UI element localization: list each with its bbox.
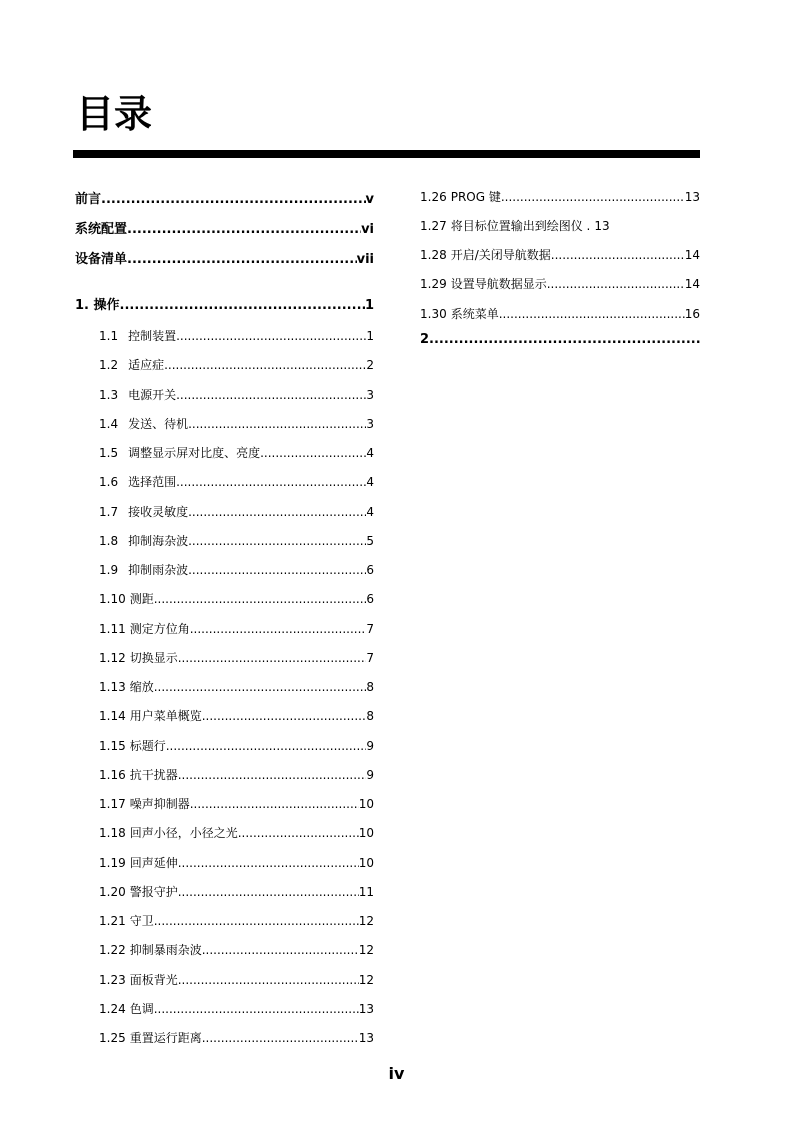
toc-entry-chapter-1[interactable]: 1. 操作 ..... 1 (75, 294, 374, 313)
toc-entry[interactable]: 1.3 电源开关 ..... 3 (99, 386, 374, 403)
toc-entry[interactable]: 1.4 发送、待机 ..... 3 (99, 415, 374, 432)
toc-entry[interactable]: 1.8 抑制海杂波 ..... 5 (99, 532, 374, 549)
toc-entry[interactable]: 1.12 切换显示 ..... 7 (99, 649, 374, 666)
toc-entry-equipment-list[interactable]: 设备清单 ..... vii (75, 248, 374, 267)
toc-entry[interactable]: 1.22 抑制暴雨杂波 ..... 12 (99, 941, 374, 958)
toc-entry-chapter-2[interactable]: 2. ..... (420, 332, 700, 347)
page-number: iv (388, 1064, 405, 1083)
toc-entry[interactable]: 1.10 测距 ..... 6 (99, 590, 374, 607)
toc-title: 目录 (76, 92, 153, 136)
toc-entry[interactable]: 1.30 系统菜单 ..... 16 (420, 305, 700, 322)
toc-entry[interactable]: 1.5 调整显示屏对比度、亮度 ..... 4 (99, 444, 374, 461)
title-rule (73, 150, 700, 158)
toc-entry[interactable]: 1.25 重置运行距离 ..... 13 (99, 1029, 374, 1046)
toc-entry[interactable]: 1.19 回声延伸 ..... 10 (99, 854, 374, 871)
toc-entry[interactable]: 1.1 控制装置 ..... 1 (99, 327, 374, 344)
toc-entry[interactable]: 1.11 测定方位角 ..... 7 (99, 620, 374, 637)
toc-entry[interactable]: 1.21 守卫 ..... 12 (99, 912, 374, 929)
toc-entry[interactable]: 1.28 开启/关闭导航数据 ..... 14 (420, 246, 700, 263)
toc-entry[interactable]: 1.24 色调 ..... 13 (99, 1000, 374, 1017)
toc-entry[interactable]: 1.18 回声小径，小径之光 ..... 10 (99, 824, 374, 841)
toc-entry[interactable]: 1.20 警报守护 ..... 11 (99, 883, 374, 900)
toc-entry[interactable]: 1.26 PROG 键 ..... 13 (420, 188, 700, 205)
toc-entry-preface[interactable]: 前言 ..... v (75, 188, 374, 207)
toc-entry[interactable]: 1.16 抗干扰器 ..... 9 (99, 766, 374, 783)
toc-entry[interactable]: 1.7 接收灵敏度 ..... 4 (99, 503, 374, 520)
toc-entry[interactable]: 1.9 抑制雨杂波 ..... 6 (99, 561, 374, 578)
toc-entry[interactable]: 1.23 面板背光 ..... 12 (99, 971, 374, 988)
toc-entry[interactable]: 1.6 选择范围 ..... 4 (99, 473, 374, 490)
toc-entry-system-config[interactable]: 系统配置 ..... vi (75, 218, 374, 237)
toc-entry[interactable]: 1.2 适应症 ..... 2 (99, 356, 374, 373)
toc-entry[interactable]: 1.15 标题行 ..... 9 (99, 737, 374, 754)
toc-entry[interactable]: 1.13 缩放 ..... 8 (99, 678, 374, 695)
toc-entry[interactable]: 1.27 将目标位置输出到绘图仪 . 13 (420, 219, 610, 233)
toc-entry[interactable]: 1.29 设置导航数据显示 ..... 14 (420, 275, 700, 292)
toc-entry[interactable]: 1.14 用户菜单概览 ..... 8 (99, 707, 374, 724)
toc-entry[interactable]: 1.17 噪声抑制器 ..... 10 (99, 795, 374, 812)
